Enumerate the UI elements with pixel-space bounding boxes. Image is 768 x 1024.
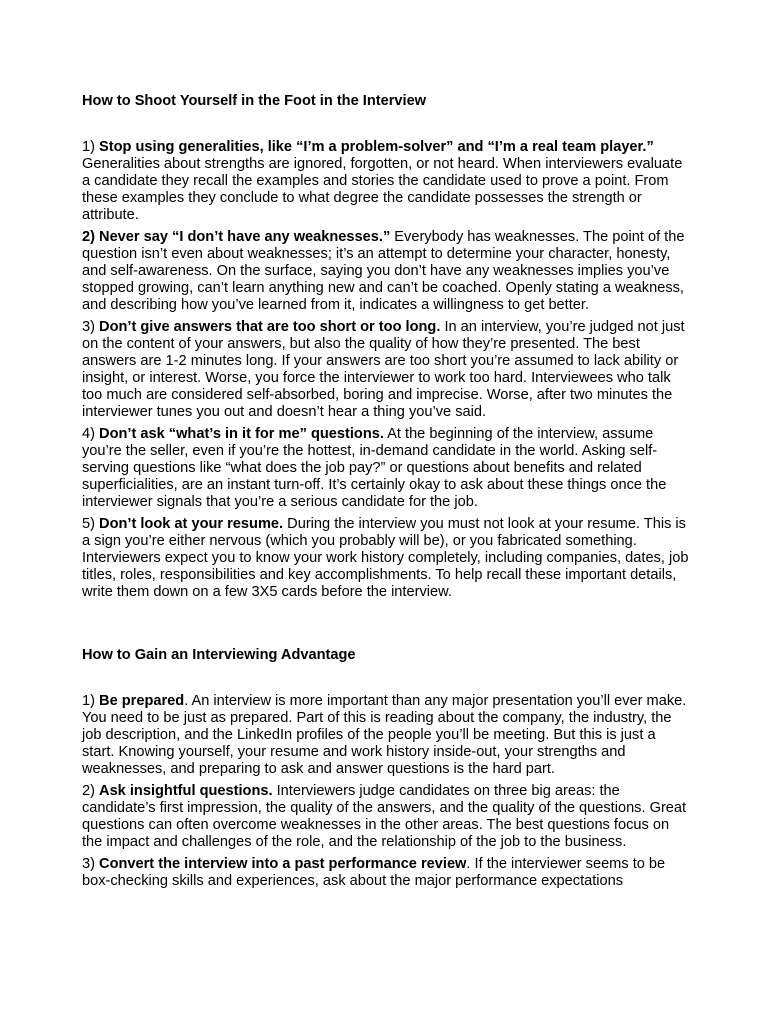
spacer xyxy=(82,601,690,647)
list-item xyxy=(82,783,690,851)
item-number: 3) xyxy=(82,856,100,872)
item-heading: Don’t ask “what’s in it for me” questions. xyxy=(99,426,384,442)
list-item xyxy=(82,426,690,511)
list-item xyxy=(82,856,690,890)
item-heading: Ask insightful questions. xyxy=(99,783,273,799)
item-number: 3) xyxy=(82,319,100,335)
item-heading: Don’t look at your resume. xyxy=(99,516,284,532)
item-heading: Convert the interview into a past performance review xyxy=(99,856,467,872)
list-item xyxy=(82,693,690,778)
item-number: 1) xyxy=(82,139,100,155)
item-number: 2) xyxy=(82,783,100,799)
item-body: Interviewers judge candidates on three big areas: the candidate’s first impression, the quality of the answers, and the quality of the questions. Great questions can often overcome weaknesses in the other areas. The best questions focus on the impact and challenges of the role, and the relationship of the job to the business. xyxy=(82,783,687,850)
list-item xyxy=(82,139,690,224)
item-number: 5) xyxy=(82,516,100,532)
spacer xyxy=(82,110,690,139)
item-number: 4) xyxy=(82,426,100,442)
spacer xyxy=(82,664,690,693)
list-item xyxy=(82,516,690,601)
list-item xyxy=(82,319,690,421)
item-heading: 2) Never say “I don’t have any weaknesses.” xyxy=(82,229,391,245)
section-title-shoot-yourself: How to Shoot Yourself in the Foot in the Interview xyxy=(82,93,427,109)
item-body: At the beginning of the interview, assume you’re the seller, even if you’re the hottest, in-demand candidate in the world. Asking self-serving questions like “what does the job pay?” or questions about benefits and related superficialities, are an instant turn-off. It’s certainly okay to ask about these things once the interviewer signals that you’re a serious candidate for the job. xyxy=(82,426,667,510)
item-body: . An interview is more important than any major presentation you’ll ever make. You need to be just as prepared. Part of this is reading about the company, the industry, the job description, and the LinkedIn profiles of the people you’ll be meeting. But this is just a start. Knowing yourself, your resume and work history inside-out, your strengths and weaknesses, and preparing to ask and answer questions is the hard part. xyxy=(82,693,687,777)
item-heading: Don’t give answers that are too short or too long. xyxy=(99,319,441,335)
item-body: . If the interviewer seems to be box-checking skills and experiences, ask about the major performance expectations xyxy=(82,856,666,889)
section-title-interviewing-advantage: How to Gain an Interviewing Advantage xyxy=(82,647,356,663)
item-heading: Be prepared xyxy=(99,693,185,709)
item-number: 1) xyxy=(82,693,100,709)
item-heading: Stop using generalities, like “I’m a problem-solver” and “I’m a real team player.” xyxy=(99,139,654,155)
document-page xyxy=(82,93,690,890)
item-body: Generalities about strengths are ignored, forgotten, or not heard. When interviewers evaluate a candidate they recall the examples and stories the candidate used to prove a point. From these examples they conclude to what degree the candidate possesses the strength or attribute. xyxy=(82,156,683,223)
item-body: During the interview you must not look at your resume. This is a sign you’re either nervous (which you probably will be), or you fabricated something. Interviewers expect you to know your work history completely, including companies, dates, job titles, roles, responsibilities and key accomplishments. To help recall these important details, write them down on a few 3X5 cards before the interview. xyxy=(82,516,689,600)
item-body: Everybody has weaknesses. The point of the question isn’t even about weaknesses; it’s an attempt to determine your character, honesty, and self-awareness. On the surface, saying you don’t have any weaknesses implies you’ve stopped growing, can’t learn anything new and can’t be coached. Openly stating a weakness, and describing how you’ve learned from it, indicates a willingness to get better. xyxy=(82,229,685,313)
list-item xyxy=(82,229,690,314)
item-body: In an interview, you’re judged not just on the content of your answers, but also the quality of how they’re presented. The best answers are 1-2 minutes long. If your answers are too short you’re assumed to lack ability or insight, or interest. Worse, you force the interviewer to work too hard. Interviewees who talk too much are considered self-absorbed, boring and imprecise. Worse, after two minutes the interviewer tunes you out and doesn’t hear a thing you’ve said. xyxy=(82,319,685,420)
